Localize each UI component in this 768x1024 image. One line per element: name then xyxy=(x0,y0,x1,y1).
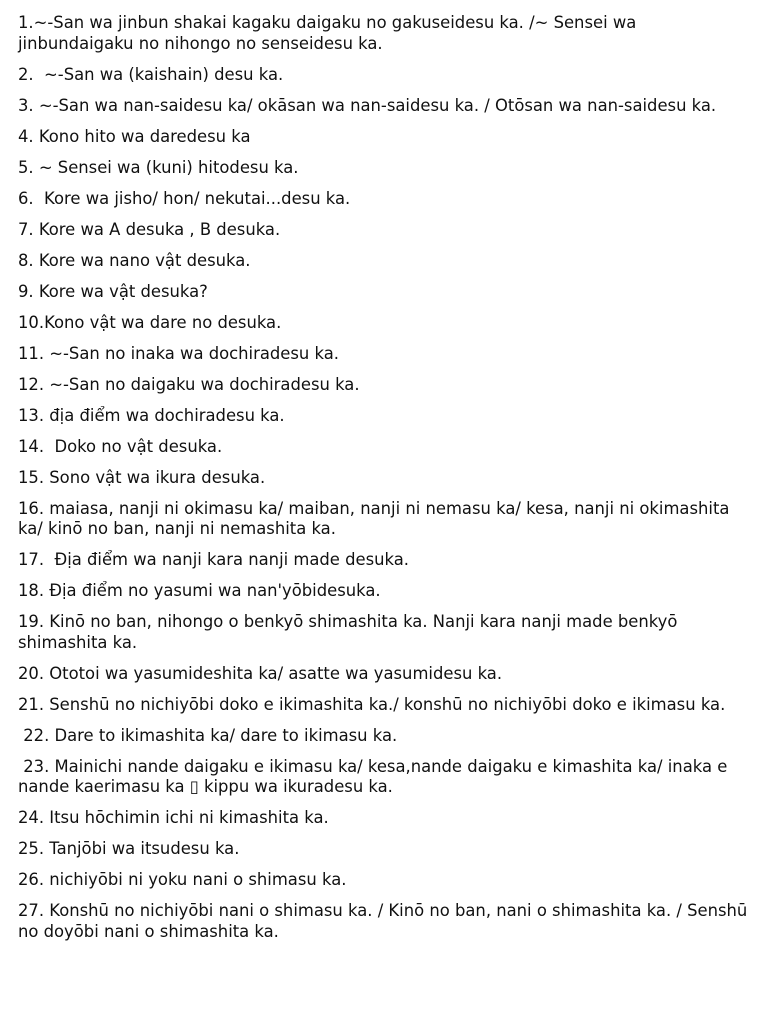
question-item-12: 12. ~-San no daigaku wa dochiradesu ka. xyxy=(18,374,360,394)
question-item-6: 6. Kore wa jisho/ hon/ nekutai...desu ka. xyxy=(18,188,351,208)
question-item-11: 11. ~-San no inaka wa dochiradesu ka. xyxy=(18,343,339,363)
question-item-1: 1.~-San wa jinbun shakai kagaku daigaku no gakuseidesu ka. /~ Sensei wa jinbundaigaku no nihongo no senseidesu ka. xyxy=(18,13,642,53)
question-item-16: 16. maiasa, nanji ni okimasu ka/ maiban, nanji ni nemasu ka/ kesa, nanji ni okimashita ka/ kinō no ban, nanji ni nemashita ka. xyxy=(18,498,735,538)
question-item-23: 23. Mainichi nande daigaku e ikimasu ka/ kesa,nande daigaku e kimashita ka/ inaka e nande kaerimasu ka ▯ kippu wa ikuradesu ka. xyxy=(18,756,733,796)
question-item-7: 7. Kore wa A desuka , B desuka. xyxy=(18,219,281,239)
question-item-3: 3. ~-San wa nan-saidesu ka/ okāsan wa nan-saidesu ka. / Otōsan wa nan-saidesu ka. xyxy=(18,95,717,115)
document-body xyxy=(18,13,753,953)
question-item-15: 15. Sono vật wa ikura desuka. xyxy=(18,467,266,487)
question-item-2: 2. ~-San wa (kaishain) desu ka. xyxy=(18,64,284,84)
question-item-26: 26. nichiyōbi ni yoku nani o shimasu ka. xyxy=(18,870,347,889)
question-item-14: 14. Doko no vật desuka. xyxy=(18,436,223,456)
question-item-25: 25. Tanjōbi wa itsudesu ka. xyxy=(18,839,240,858)
question-item-24: 24. Itsu hōchimin ichi ni kimashita ka. xyxy=(18,808,329,827)
question-item-5: 5. ~ Sensei wa (kuni) hitodesu ka. xyxy=(18,157,299,177)
question-item-20: 20. Ototoi wa yasumideshita ka/ asatte wa yasumidesu ka. xyxy=(18,663,503,683)
question-item-18: 18. Địa điểm no yasumi wa nan'yōbidesuka. xyxy=(18,581,381,600)
question-item-22: 22. Dare to ikimashita ka/ dare to ikimasu ka. xyxy=(18,725,398,745)
question-item-10: 10.Kono vật wa dare no desuka. xyxy=(18,312,282,332)
question-item-27: 27. Konshū no nichiyōbi nani o shimasu ka. / Kinō no ban, nani o shimashita ka. / Senshū no doyōbi nani o shimashita ka. xyxy=(18,901,753,941)
question-item-13: 13. địa điểm wa dochiradesu ka. xyxy=(18,405,285,425)
question-item-19: 19. Kinō no ban, nihongo o benkyō shimashita ka. Nanji kara nanji made benkyō shimashita ka. xyxy=(18,612,683,652)
question-item-9: 9. Kore wa vật desuka? xyxy=(18,281,208,301)
question-item-8: 8. Kore wa nano vật desuka. xyxy=(18,250,251,270)
question-item-4: 4. Kono hito wa daredesu ka xyxy=(18,126,251,146)
question-item-17: 17. Địa điểm wa nanji kara nanji made desuka. xyxy=(18,550,409,569)
question-item-21: 21. Senshū no nichiyōbi doko e ikimashita ka./ konshū no nichiyōbi doko e ikimasu ka. xyxy=(18,694,726,714)
